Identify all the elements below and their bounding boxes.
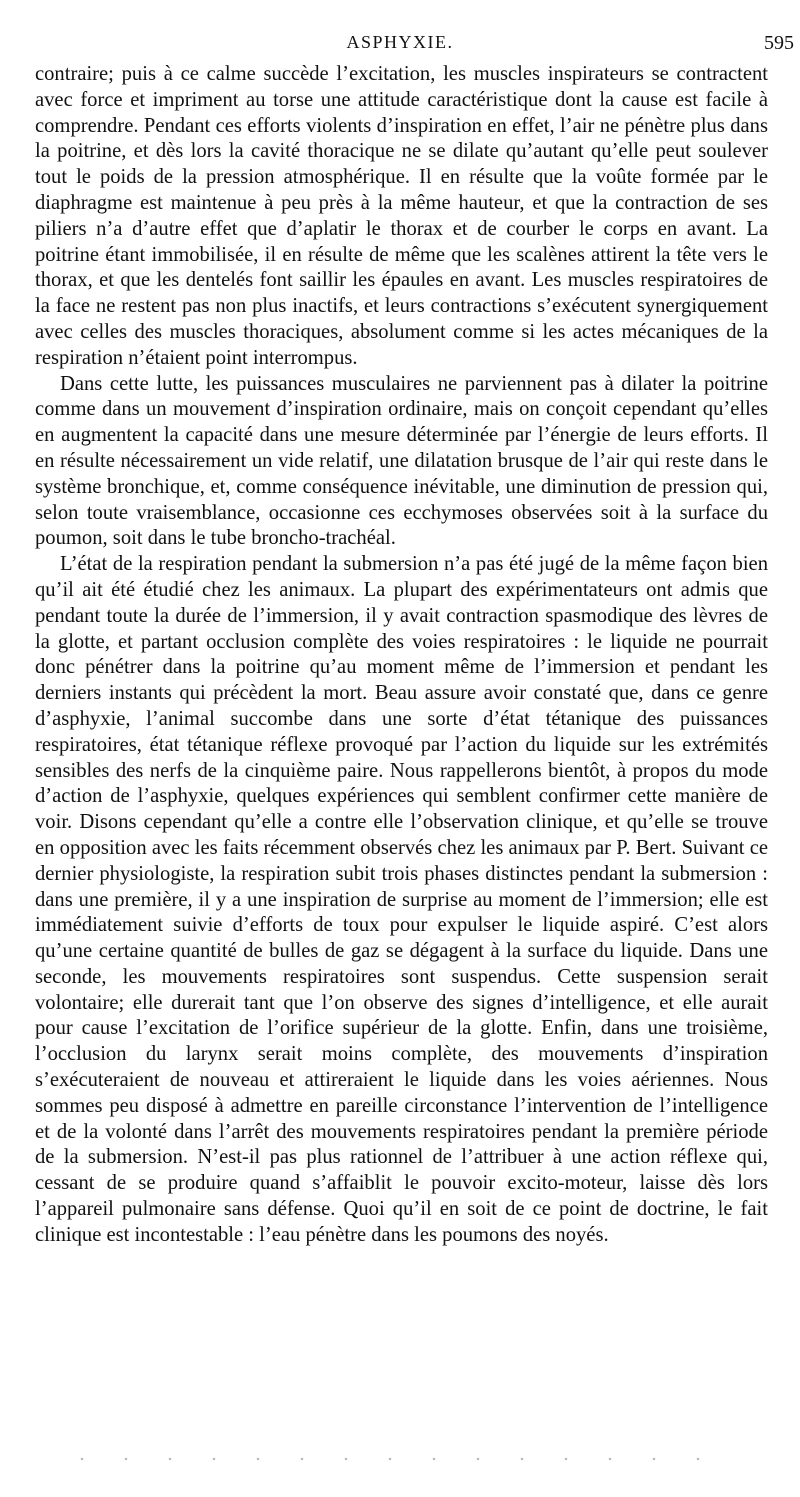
paragraph-3: L’état de la respiration pendant la submersion n’a pas été jugé de la même façon bien qu’il ait été étudié chez les animaux. La plupart des expérimentateurs ont admis que pendant toute la durée de l’immersion, il y avait contraction spasmodique des lèvres de la glotte, et partant occlusion complète des voies respiratoires : le liquide ne pourrait donc pénétrer dans la poitrine qu’au moment même de l’immersion et pendant les derniers instants qui précèdent la mort. Beau assure avoir constaté que, dans ce genre d’asphyxie, l’animal succombe dans une sorte d’état tétanique des puissances respiratoires, état tétanique réflexe provoqué par l’action du liquide sur les extrémités sensibles des nerfs de la cinquième paire. Nous rappellerons bientôt, à propos du mode d’action de l’asphyxie, quelques expériences qui semblent confirmer cette manière de voir. Disons cependant qu’elle a contre elle l’observation clinique, et qu’elle se trouve en opposition avec les faits récemment observés chez les animaux par P. Bert. Suivant ce dernier physiologiste, la respiration subit trois phases distinctes pendant la submersion : dans une première, il y a une inspiration de surprise au moment de l’immersion; elle est immédiatement suivie d’efforts de toux pour expulser le liquide aspiré. C’est alors qu’une certaine quantité de bulles de gaz se dégagent à la surface du liquide. Dans une seconde, les mouvements respiratoires sont suspendus. Cette suspension serait volontaire; elle durerait tant que l’on observe des signes d’intelligence, et elle aurait pour cause l’excitation de l’orifice supérieur de la glotte. Enfin, dans une troisième, l’occlusion du larynx serait moins complète, des mouvements d’inspiration s’exécuteraient de nouveau et attireraient le liquide dans les voies aériennes. Nous sommes peu disposé à admettre en pareille circonstance l’intervention de l’intelligence et de la volonté dans l’arrêt des mouvements respiratoires pendant la première période de la submersion. N’est-il pas plus rationnel de l’attribuer à une action réflexe qui, cessant de se produire quand s’affaiblit le pouvoir excito-moteur, laisse dès lors l’appareil pulmonaire sans défense. Quoi qu’il en soit de ce point de doctrine, le fait clinique est incontestable : l’eau pénètre dans les poumons des noyés. [35, 553, 768, 1246]
running-head: ASPHYXIE. [346, 32, 454, 52]
body-text [35, 62, 768, 1249]
paragraph-2: Dans cette lutte, les puissances musculaires ne parviennent pas à dilater la poitrine comme dans un mouvement d’inspiration ordinaire, mais on conçoit cependant qu’elles en augmentent la capacité dans une mesure déterminée par l’énergie de leurs efforts. Il en résulte nécessairement un vide relatif, une dilatation brusque de l’air qui reste dans le système bronchique, et, comme conséquence inévitable, une diminution de pression qui, selon toute vraisemblance, occasionne ces ecchymoses observées soit à la surface du poumon, soit dans le tube broncho-trachéal. [35, 372, 768, 550]
page-number: 595 [764, 32, 794, 54]
page-header [0, 30, 800, 60]
footer-print-artifact [60, 1456, 700, 1462]
paragraph-1: contraire; puis à ce calme succède l’excitation, les muscles inspirateurs se contractent avec force et impriment au torse une attitude caractéristique dont la cause est facile à comprendre. Pendant ces efforts violents d’inspiration en effet, l’air ne pénètre plus dans la poitrine, et dès lors la cavité thoracique ne se dilate qu’autant qu’elle peut soulever tout le poids de la pression atmosphérique. Il en résulte que la voûte formée par le diaphragme est maintenue à peu près à la même hauteur, et que la contraction de ses piliers n’a d’autre effet que d’aplatir le thorax et de courber le corps en avant. La poitrine étant immobilisée, il en résulte de même que les scalènes attirent la tête vers le thorax, et que les dentelés font saillir les épaules en avant. Les muscles respiratoires de la face ne restent pas non plus inactifs, et leurs contractions s’exécutent synergiquement avec celles des muscles thoraciques, absolument comme si les actes mécaniques de la respiration n’étaient point interrompus. [35, 63, 768, 369]
